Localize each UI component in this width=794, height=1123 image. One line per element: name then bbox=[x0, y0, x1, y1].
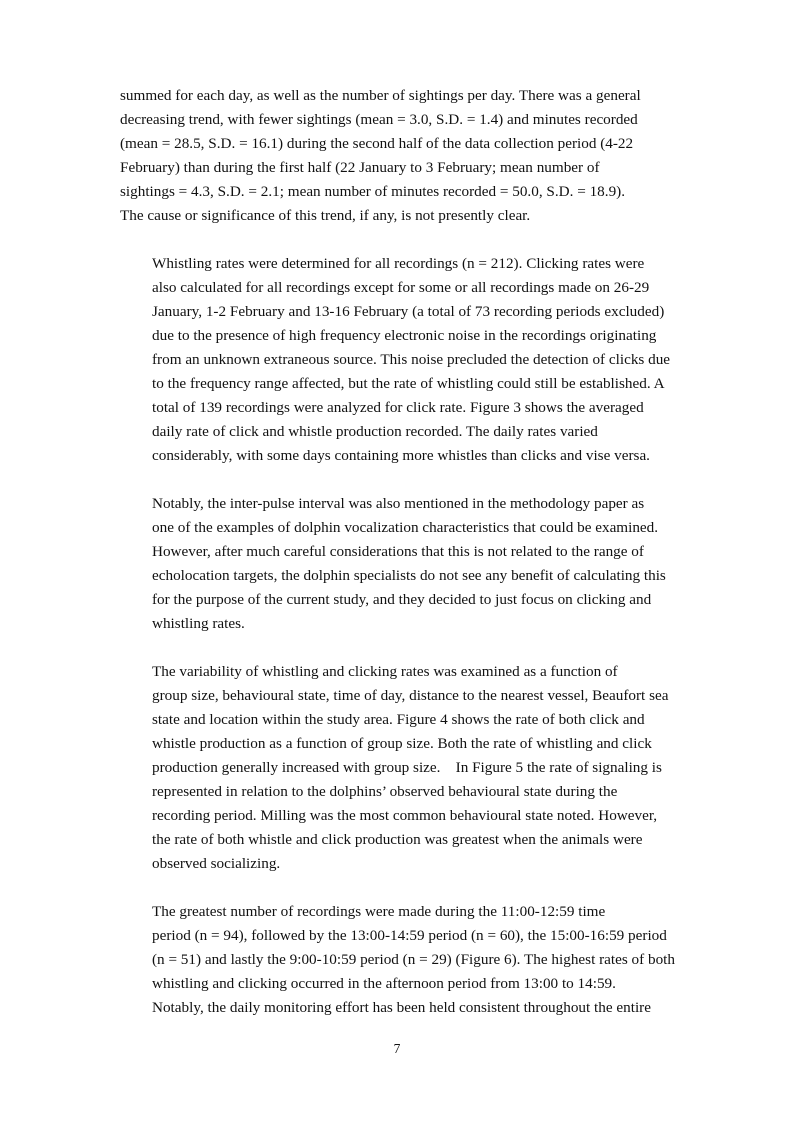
text-line: considerably, with some days containing more whistles than clicks and vise versa. bbox=[152, 447, 650, 464]
text-line: (n = 51) and lastly the 9:00-10:59 period (n = 29) (Figure 6). The highest rates of both bbox=[152, 951, 675, 968]
page-number: 7 bbox=[393, 1041, 401, 1056]
text-line: whistling and clicking occurred in the afternoon period from 13:00 to 14:59. bbox=[152, 975, 616, 992]
text-line: Notably, the inter-pulse interval was also mentioned in the methodology paper as bbox=[152, 495, 645, 512]
text-line: Notably, the daily monitoring effort has been held consistent throughout the entire bbox=[152, 999, 651, 1016]
paragraph-inter-pulse-interval bbox=[120, 492, 672, 636]
text-line: However, after much careful considerations that this is not related to the range of bbox=[152, 543, 644, 560]
text-line: observed socializing. bbox=[152, 855, 281, 872]
text-line: total of 139 recordings were analyzed for click rate. Figure 3 shows the averaged bbox=[152, 399, 644, 416]
text-line: state and location within the study area. Figure 4 shows the rate of both click and bbox=[152, 711, 645, 728]
text-line: whistling rates. bbox=[152, 615, 245, 632]
paragraph-daily-trend bbox=[120, 84, 672, 228]
text-line: The variability of whistling and clicking rates was examined as a function of bbox=[152, 663, 618, 680]
text-line: for the purpose of the current study, and they decided to just focus on clicking and bbox=[152, 591, 652, 608]
text-line: also calculated for all recordings except for some or all recordings made on 26-29 bbox=[152, 279, 650, 296]
text-line: January, 1-2 February and 13-16 February (a total of 73 recording periods excluded) bbox=[152, 303, 665, 320]
text-line: from an unknown extraneous source. This noise precluded the detection of clicks due bbox=[152, 351, 671, 368]
text-line: recording period. Milling was the most common behavioural state noted. However, bbox=[152, 807, 658, 824]
text-line: daily rate of click and whistle production recorded. The daily rates varied bbox=[152, 423, 598, 440]
text-line: one of the examples of dolphin vocalization characteristics that could be examined. bbox=[152, 519, 659, 536]
text-line: due to the presence of high frequency electronic noise in the recordings originating bbox=[152, 327, 657, 344]
text-line: production generally increased with group size. In Figure 5 the rate of signaling is bbox=[152, 759, 662, 776]
text-line: The cause or significance of this trend, if any, is not presently clear. bbox=[120, 207, 531, 224]
text-line: February) than during the first half (22 January to 3 February; mean number of bbox=[120, 159, 600, 176]
text-line: summed for each day, as well as the number of sightings per day. There was a general bbox=[120, 87, 641, 104]
paragraph-variability bbox=[120, 660, 672, 876]
text-line: represented in relation to the dolphins’ observed behavioural state during the bbox=[152, 783, 618, 800]
text-line: the rate of both whistle and click production was greatest when the animals were bbox=[152, 831, 643, 848]
text-line: echolocation targets, the dolphin specialists do not see any benefit of calculating this bbox=[152, 567, 666, 584]
text-line: whistle production as a function of group size. Both the rate of whistling and click bbox=[152, 735, 652, 752]
text-line: decreasing trend, with fewer sightings (mean = 3.0, S.D. = 1.4) and minutes recorded bbox=[120, 111, 638, 128]
text-line: Whistling rates were determined for all recordings (n = 212). Clicking rates were bbox=[152, 255, 645, 272]
text-line: period (n = 94), followed by the 13:00-14:59 period (n = 60), the 15:00-16:59 period bbox=[152, 927, 667, 944]
text-line: to the frequency range affected, but the rate of whistling could still be established. A bbox=[152, 375, 665, 392]
paragraph-whistling-clicking-rates bbox=[120, 252, 672, 468]
text-line: The greatest number of recordings were made during the 11:00-12:59 time bbox=[152, 903, 606, 920]
text-line: (mean = 28.5, S.D. = 16.1) during the second half of the data collection period (4-22 bbox=[120, 135, 634, 152]
text-line: group size, behavioural state, time of day, distance to the nearest vessel, Beaufort sea bbox=[152, 687, 669, 704]
text-line: sightings = 4.3, S.D. = 2.1; mean number of minutes recorded = 50.0, S.D. = 18.9). bbox=[120, 183, 626, 200]
paragraph-time-of-day bbox=[120, 900, 675, 1020]
document-body bbox=[120, 84, 675, 1044]
